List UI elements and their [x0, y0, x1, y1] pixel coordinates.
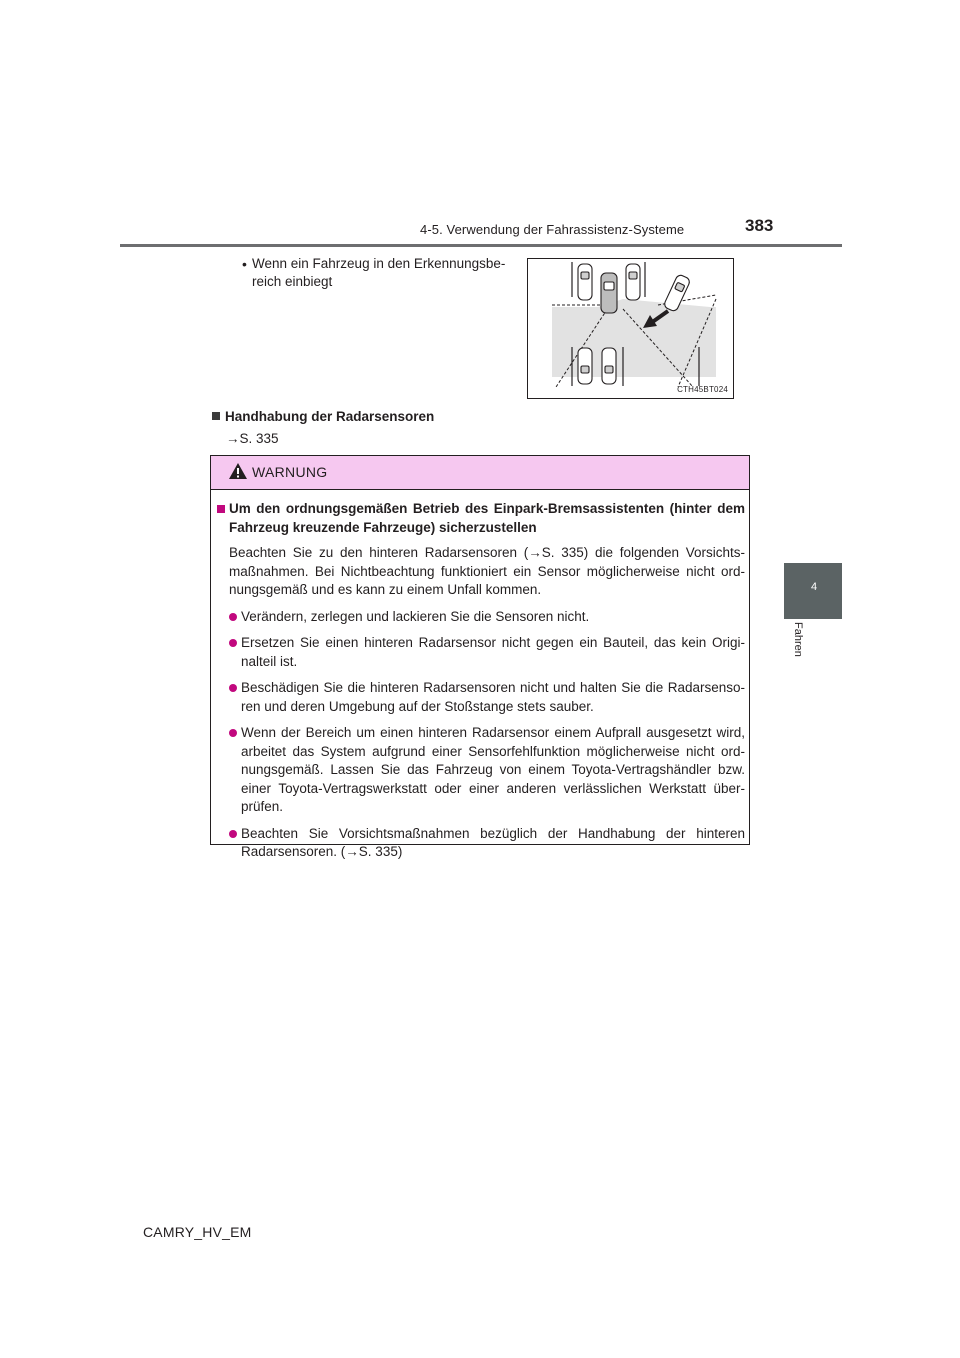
warning-triangle-icon	[228, 462, 248, 480]
circle-bullet-icon	[229, 830, 237, 838]
circle-bullet-icon	[229, 639, 237, 647]
warning-body	[217, 500, 745, 862]
section-heading-text: Handhabung der Radarsensoren	[225, 409, 435, 424]
warning-item	[217, 679, 745, 716]
car-icon	[604, 282, 614, 290]
warning-intro: Beachten Sie zu den hinteren Radarsensoren (→S. 335) die folgenden Vorsichts-maßnahmen. Bei Nichtbeachtung funktioniert ein Sensor möglicherweise nicht ord-nungsgemäß und es kann zu einem Unfall kommen.	[229, 545, 745, 597]
warning-item	[217, 825, 745, 862]
page-number: 383	[745, 216, 774, 235]
car-icon	[601, 273, 617, 313]
circle-bullet-icon	[229, 684, 237, 692]
car-icon	[626, 264, 640, 300]
warning-title: WARNUNG	[252, 464, 328, 480]
figure-code: CTH45BT024	[677, 385, 728, 394]
header-divider	[120, 244, 842, 247]
parking-diagram	[528, 259, 733, 398]
warning-item	[217, 724, 745, 817]
warning-item-text: Wenn der Bereich um einen hinteren Radarsensor einem Aufprall ausgesetzt wird, arbeitet das System aufgrund einer Sensorfehlfunktion möglicherweise nicht ord-nungsgemäß. Lassen Sie das Fahrzeug von einem Toyota-Vertragshändler bzw. einer Toyota-Vertragswerkstatt oder einer anderen verlässlichen Werkstatt über-prüfen.	[241, 725, 745, 814]
chapter-label: Fahren	[792, 622, 804, 657]
car-icon	[578, 264, 592, 300]
circle-bullet-icon	[229, 729, 237, 737]
car-icon	[581, 272, 589, 279]
bullet-marker: •	[242, 256, 247, 272]
document-code: CAMRY_HV_EM	[143, 1224, 252, 1240]
warning-item-text: Beachten Sie Vorsichtsmaßnahmen bezüglich der Handhabung der hinteren Radarsensoren. (→S. 335)	[241, 825, 745, 859]
detection-area	[552, 299, 716, 377]
chapter-tab	[784, 563, 842, 619]
bullet-text	[252, 255, 507, 291]
bullet-text-line: Wenn ein Fahrzeug in den Erkennungsbe-	[252, 256, 506, 271]
page-reference-link[interactable]: →S. 335	[226, 431, 279, 446]
warning-item-text: Verändern, zerlegen und lackieren Sie die Sensoren nicht.	[241, 608, 590, 624]
warning-heading	[217, 500, 745, 537]
parking-illustration	[527, 258, 734, 399]
warning-item-text: Ersetzen Sie einen hinteren Radarsensor nicht gegen ein Bauteil, das kein Origi-nalteil ist.	[241, 635, 745, 669]
square-bullet-icon	[217, 505, 225, 513]
car-icon	[581, 366, 589, 373]
section-heading	[212, 409, 434, 424]
chapter-number: 4	[811, 581, 818, 593]
running-header-section: 4-5. Verwendung der Fahrassistenz-Systeme	[420, 222, 685, 237]
warning-header	[211, 456, 749, 490]
car-icon	[605, 366, 613, 373]
chapter-label-vertical	[790, 622, 806, 682]
bullet-text-line: reich einbiegt	[252, 274, 333, 289]
car-icon	[629, 272, 637, 279]
square-bullet-icon	[212, 412, 220, 420]
warning-box	[210, 455, 750, 859]
warning-heading-text: Um den ordnungsgemäßen Betrieb des Einpark-Bremsassistenten (hinter dem Fahrzeug kreuzende Fahrzeuge) sicherzustellen	[229, 501, 745, 535]
warning-item	[217, 634, 745, 671]
warning-item-text: Beschädigen Sie die hinteren Radarsensoren nicht und halten Sie die Radarsenso-ren und deren Umgebung auf der Stoßstange stets sauber.	[241, 680, 745, 714]
circle-bullet-icon	[229, 613, 237, 621]
warning-item	[217, 608, 745, 627]
